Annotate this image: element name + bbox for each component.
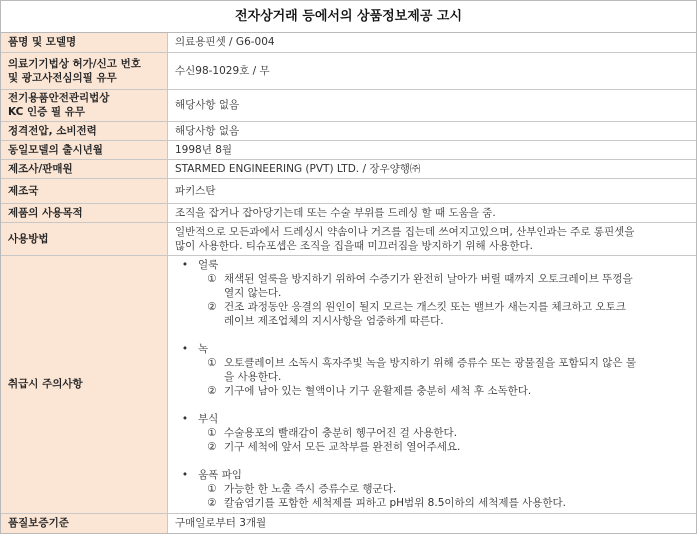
row-value: 의료용핀셋 / G6-004	[168, 33, 697, 52]
row-value: 파키스탄	[168, 178, 697, 203]
table-row	[1, 52, 696, 89]
row-label: 품질보증기준	[1, 513, 168, 533]
row-value: 1998년 8월	[168, 140, 697, 159]
care-item-number: ①	[207, 272, 217, 285]
table-row-care	[1, 255, 696, 513]
care-section-title: 움폭 파임	[198, 468, 242, 481]
table-row	[1, 89, 696, 121]
bullet-icon: •	[181, 258, 189, 271]
table-row	[1, 121, 696, 140]
care-item-number: ①	[207, 426, 217, 439]
notice-title: 전자상거래 등에서의 상품정보제공 고시	[1, 1, 696, 33]
bullet-icon: •	[181, 412, 189, 425]
row-label: 전기용품안전관리법상 KC 인증 필 유무	[1, 89, 168, 121]
care-item-text: 가능한 한 노출 즉시 증류수로 행군다.	[224, 482, 397, 495]
row-label: 제품의 사용목적	[1, 203, 168, 222]
care-section	[168, 258, 696, 328]
table-row	[1, 159, 696, 178]
row-value: 조직을 잡거나 잡아당기는데 또는 수술 부위를 드레싱 할 때 도움을 줌.	[168, 203, 697, 222]
care-item	[200, 300, 696, 328]
care-item-text: 수술용포의 빨래감이 충분히 헹구어진 걸 사용한다.	[224, 426, 458, 439]
table-row	[1, 178, 696, 203]
care-item-number: ②	[207, 300, 217, 313]
row-value: 일반적으로 모든과에서 드레싱시 약솜이나 거즈를 집는데 쓰여지고있으며, 산부인과는 주로 롱핀셋을 많이 사용한다. 티슈포셉은 조직을 집을때 미끄러짐을 방지하기 위해 사용한다.	[168, 222, 697, 255]
care-item-number: ②	[207, 384, 217, 397]
care-item-text: 오토클레이브 소독시 흑자주빛 녹을 방지하기 위해 증류수 또는 광물질을 포함되지 않은 물 을 사용한다.	[224, 356, 637, 383]
table-row	[1, 513, 696, 533]
care-section	[168, 342, 696, 398]
row-label: 제조사/판매원	[1, 159, 168, 178]
row-value: 수신98-1029호 / 무	[168, 52, 697, 89]
table-row	[1, 140, 696, 159]
care-item-number: ①	[207, 482, 217, 495]
care-section	[168, 412, 696, 454]
care-item-number: ①	[207, 356, 217, 369]
care-item-text: 건조 과정동안 응결의 원인이 될지 모르는 개스킷 또는 밸브가 새는지를 체크하고 오토크 레이브 제조업체의 지시사항을 엄중하게 따른다.	[224, 300, 626, 327]
table-row	[1, 203, 696, 222]
care-item-text: 채색된 얼룩을 방지하기 위하여 수증기가 완전히 날아가 버릴 때까지 오토크레이브 뚜껑을 열지 않는다.	[224, 272, 633, 299]
care-section-title: 얼룩	[198, 258, 219, 271]
row-value: 해당사항 없음	[168, 121, 697, 140]
row-value: 구매일로부터 3개월	[168, 513, 697, 533]
care-item-text: 기구에 남아 있는 혈액이나 기구 윤활제를 충분히 세척 후 소독한다.	[224, 384, 532, 397]
care-item	[200, 426, 696, 440]
care-item	[200, 482, 696, 496]
row-value: 해당사항 없음	[168, 89, 697, 121]
row-label: 취급시 주의사항	[1, 255, 168, 513]
info-table	[1, 33, 696, 533]
care-item	[200, 384, 696, 398]
row-label: 품명 및 모델명	[1, 33, 168, 52]
care-item-text: 칼슘염기를 포함한 세척제를 피하고 pH범위 8.5이하의 세척제를 사용한다.	[224, 496, 566, 509]
table-row	[1, 33, 696, 52]
care-section	[168, 468, 696, 510]
care-item	[200, 496, 696, 510]
table-row	[1, 222, 696, 255]
bullet-icon: •	[181, 468, 189, 481]
care-item	[200, 440, 696, 454]
care-section-title: 녹	[198, 342, 209, 355]
row-label: 정격전압, 소비전력	[1, 121, 168, 140]
row-label: 의료기기법상 허가/신고 번호 및 광고사전심의필 유무	[1, 52, 168, 89]
row-label: 제조국	[1, 178, 168, 203]
row-label: 동일모델의 출시년월	[1, 140, 168, 159]
care-content	[168, 255, 697, 513]
care-item-number: ②	[207, 440, 217, 453]
care-item	[200, 272, 696, 300]
row-value: STARMED ENGINEERING (PVT) LTD. / 장우양행㈜	[168, 159, 697, 178]
care-item-number: ②	[207, 496, 217, 509]
row-label: 사용방법	[1, 222, 168, 255]
care-item-text: 기구 세척에 앞서 모든 교착부를 완전히 열어주세요.	[224, 440, 461, 453]
care-section-title: 부식	[198, 412, 219, 425]
care-item	[200, 356, 696, 384]
bullet-icon: •	[181, 342, 189, 355]
